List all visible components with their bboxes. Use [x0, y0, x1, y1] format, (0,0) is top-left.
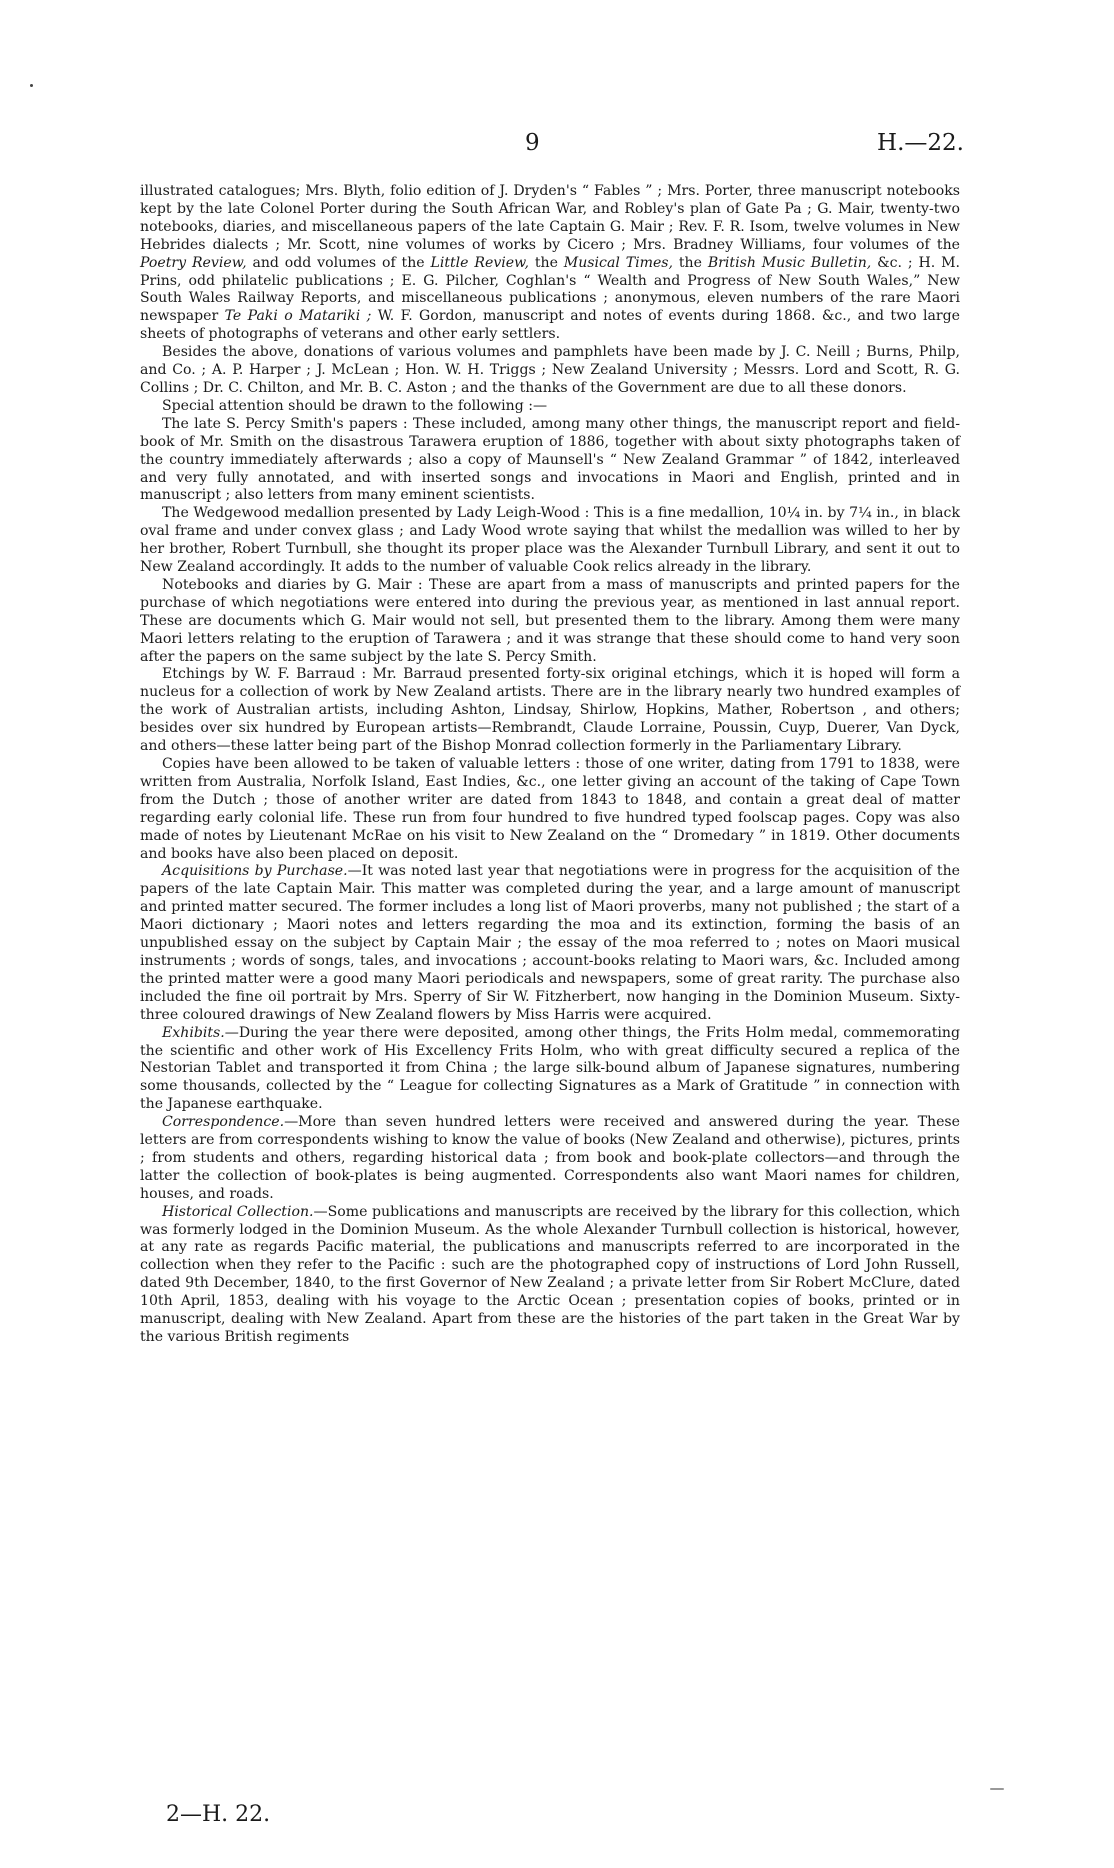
- text-run: —More than seven hundred letters were received and answered during the year. These letters are from correspondents wishing to know the value of books (New Zealand and otherwise), pictures, prints ; from students and others, regarding historical data ; from book and book-plate collectors—and through the latter the collection of book-plates is being augmented. Correspondents also want Maori names for children, houses, and roads.: [140, 1114, 960, 1202]
- paragraph: [140, 863, 960, 1024]
- page-speck: [30, 84, 33, 87]
- text-run: —During the year there were deposited, among other things, the Frits Holm medal, commemorating the scientific and other work of His Excellency Frits Holm, who with great difficulty secured a replica of the Nestorian Tablet and transported it from China ; the large silk-bound album of Japanese signatures, numbering some thousands, collected by the “ League for collecting Signatures as a Mark of Gratitude ” in connection with the Japanese earthquake.: [140, 1024, 960, 1113]
- text-run: Special attention should be drawn to the following :—: [162, 397, 548, 414]
- italic-run: Historical Collection.: [162, 1203, 314, 1220]
- paragraph: [140, 183, 960, 344]
- text-run: Notebooks and diaries by G. Mair : These are apart from a mass of manuscripts and printed papers for the purchase of which negotiations were entered into during the previous year, as mentioned in last annual report. These are documents which G. Mair would not sell, but presented them to the library. Among them were many Maori letters relating to the eruption of Tarawera ; and it was strange that these should come to hand very soon after the papers on the same subject by the late S. Percy Smith.: [140, 576, 960, 665]
- paragraph: [140, 1204, 960, 1347]
- italic-run: Exhibits.: [162, 1024, 225, 1041]
- paragraph: [140, 756, 960, 863]
- italic-run: Musical Times,: [563, 254, 674, 271]
- text-run: &c. ; H. M. Prins, odd philatelic publications ; E. G. Pilcher, Coghlan's “ Wealth and Progress of New South Wales,” New South Wales Railway Reports, and miscellaneous publications ; anonymous, eleven numbers of the rare Maori newspaper: [140, 254, 961, 325]
- paragraph: [140, 398, 960, 416]
- italic-run: Little Review,: [430, 254, 530, 271]
- document-body: [140, 183, 960, 1347]
- paragraph: [140, 505, 960, 577]
- text-run: W. F. Gordon, manuscript and notes of events during 1868. &c., and two large sheets of photographs of veterans and other early settlers.: [140, 308, 961, 343]
- text-run: The late S. Percy Smith's papers : These included, among many other things, the manuscript report and field-book of Mr. Smith on the disastrous Tarawera eruption of 1886, together with about sixty photographs taken of the country immediately afterwards ; also a copy of Maunsell's “ New Zealand Grammar ” of 1842, interleaved and very fully annotated, and with inserted songs and invocations in Maori and English, printed and in manuscript ; also letters from many eminent scientists.: [140, 415, 960, 504]
- text-run: The Wedgewood medallion presented by Lady Leigh-Wood : This is a fine medallion, 10¼ in. by 7¼ in., in black oval frame and under convex glass ; and Lady Wood wrote saying that whilst the medallion was willed to her by her brother, Robert Turnbull, she thought its proper place was the Alexander Turnbull Library, and sent it out to New Zealand accordingly. It adds to the number of valuable Cook relics already in the library.: [140, 505, 960, 576]
- italic-run: Poetry Review,: [140, 254, 247, 271]
- italic-run: Correspondence.: [162, 1114, 285, 1131]
- text-run: and odd volumes of the: [246, 254, 431, 271]
- page-number: 9: [525, 130, 540, 156]
- paragraph: [140, 344, 960, 398]
- paragraph: [140, 1114, 960, 1204]
- italic-run: British Music Bulletin,: [707, 254, 872, 271]
- italic-run: Te Paki o Matariki ;: [224, 308, 372, 325]
- text-run: the: [529, 254, 564, 271]
- text-run: —It was noted last year that negotiations were in progress for the acquisition of the papers of the late Captain Mair. This matter was completed during the year, and a large amount of manuscript and printed matter secured. The former includes a long list of Maori proverbs, many not published ; the start of a Maori dictionary ; Maori notes and letters regarding the moa and its extinction, forming the basis of an unpublished essay on the subject by Captain Mair ; the essay of the moa referred to ; notes on Maori musical instruments ; words of songs, tales, and invocations ; account-books relating to Maori wars, &c. Included among the printed matter were a good many Maori periodicals and newspapers, some of great rarity. The purchase also included the fine oil portrait by Mrs. Sperry of Sir W. Fitzherbert, now hanging in the Dominion Museum. Sixty-three coloured drawings of New Zealand flowers by Miss Harris were acquired.: [140, 863, 960, 1023]
- paragraph: [140, 666, 960, 756]
- page-speck: [990, 1788, 1004, 1790]
- text-run: —Some publications and manuscripts are received by the library for this collection, which was formerly lodged in the Dominion Museum. As the whole Alexander Turnbull collection is historical, however, at any rate as regards Pacific material, the publications and manuscripts referred to are incorporated in the collection when they refer to the Pacific : such are the photographed copy of instructions of Lord John Russell, dated 9th December, 1840, to the first Governor of New Zealand ; a private letter from Sir Robert McClure, dated 10th April, 1853, dealing with his voyage to the Arctic Ocean ; presentation copies of books, printed or in manuscript, dealing with New Zealand. Apart from these are the histories of the part taken in the Great War by the various British regiments: [140, 1203, 960, 1345]
- text-run: Etchings by W. F. Barraud : Mr. Barraud presented forty-six original etchings, which it is hoped will form a nucleus for a collection of work by New Zealand artists. There are in the library nearly two hundred examples of the work of Australian artists, including Ashton, Lindsay, Shirlow, Hopkins, Mather, Robertson , and others; besides over six hundred by European artists—Rembrandt, Claude Lorraine, Poussin, Cuyp, Duerer, Van Dyck, and others—these latter being part of the Bishop Monrad collection formerly in the Parliamentary Library.: [140, 666, 960, 755]
- text-run: illustrated catalogues; Mrs. Blyth, folio edition of J. Dryden's “ Fables ” ; Mrs. Porter, three manuscript notebooks kept by the late Colonel Porter during the South African War, and Robley's plan of Gate Pa ; G. Mair, twenty-two notebooks, diaries, and miscellaneous papers of the late Captain G. Mair ; Rev. F. R. Isom, twelve volumes in New Hebrides dialects ; Mr. Scott, nine volumes of works by Cicero ; Mrs. Bradney Williams, four volumes of the: [140, 183, 960, 253]
- text-run: Besides the above, donations of various volumes and pamphlets have been made by J. C. Neill ; Burns, Philp, and Co. ; A. P. Harper ; J. McLean ; Hon. W. H. Triggs ; New Zealand University ; Messrs. Lord and Scott, R. G. Collins ; Dr. C. Chilton, and Mr. B. C. Aston ; and the thanks of the Government are due to all these donors.: [140, 344, 960, 396]
- italic-run: Acquisitions by Purchase.: [162, 863, 348, 880]
- paragraph: [140, 416, 960, 506]
- footer-signature-code: 2—H. 22.: [166, 1802, 271, 1827]
- text-run: the: [673, 254, 708, 271]
- text-run: Copies have been allowed to be taken of valuable letters : those of one writer, dating from 1791 to 1838, were written from Australia, Norfolk Island, East Indies, &c., one letter giving an account of the taking of Cape Town from the Dutch ; those of another writer are dated from 1843 to 1848, and contain a great deal of matter regarding early colonial life. These run from four hundred to five hundred typed foolscap pages. Copy was also made of notes by Lieutenant McRae on his visit to New Zealand on the “ Dromedary ” in 1819. Other documents and books have also been placed on deposit.: [140, 756, 960, 862]
- paragraph: [140, 1025, 960, 1115]
- report-code: H.—22.: [877, 130, 964, 156]
- paragraph: [140, 577, 960, 667]
